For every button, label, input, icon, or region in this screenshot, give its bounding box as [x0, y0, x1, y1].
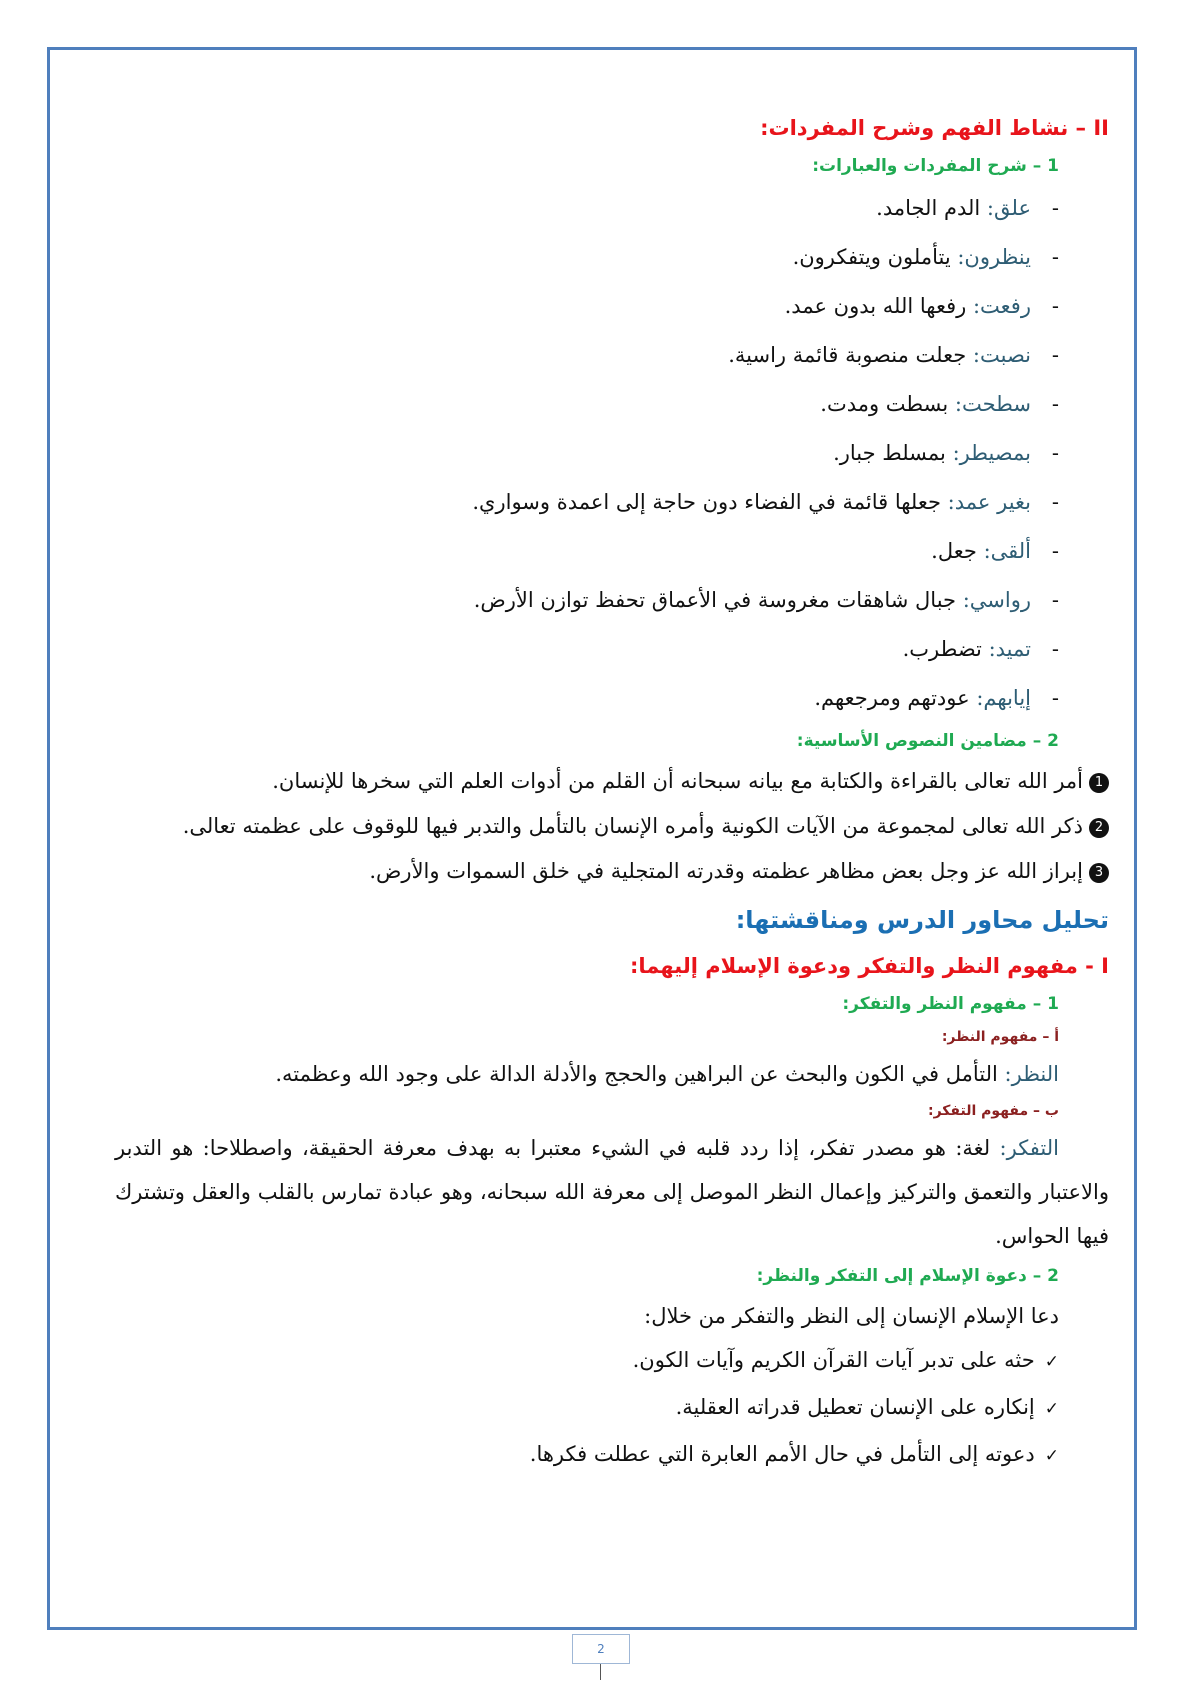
- tafakkur-term: التفكر:: [999, 1136, 1059, 1160]
- check-item: [115, 1385, 1059, 1432]
- check-item: [115, 1338, 1059, 1385]
- analysis-heading: تحليل محاور الدرس ومناقشتها:: [735, 906, 1109, 934]
- vocab-term: علق:: [986, 196, 1031, 220]
- vocab-item: [115, 331, 1059, 380]
- check-item: [115, 1432, 1059, 1479]
- tafakkur-text: لغة: هو مصدر تفكر، إذا ردد قلبه في الشيء معتبرا به بهدف معرفة الحقيقة، واصطلاحا: هو التدبر والاعتبار والتعمق والتركيز وإعمال النظر الموصل إلى معرفة الله سبحانه، وهو عبادة تمارس بالقلب والعقل وتشترك فيها الحواس.: [115, 1136, 1109, 1248]
- vocab-item: [115, 282, 1059, 331]
- contents-item: [115, 759, 1109, 804]
- checkmark-icon: ✓: [1044, 1446, 1059, 1466]
- part1-heading: I - مفهوم النظر والتفكر ودعوة الإسلام إليهما:: [630, 954, 1109, 978]
- contents-list: [115, 759, 1109, 894]
- vocab-term: ينظرون:: [957, 245, 1031, 269]
- vocab-def: جعلها قائمة في الفضاء دون حاجة إلى اعمدة وسواري.: [472, 490, 941, 514]
- check-text: إنكاره على الإنسان تعطيل قدراته العقلية.: [675, 1395, 1035, 1419]
- subheading-concept: 1 – مفهوم النظر والتفكر:: [842, 994, 1059, 1014]
- vocab-term: ألقى:: [983, 539, 1031, 563]
- check-text: دعوته إلى التأمل في حال الأمم العابرة التي عطلت فكرها.: [529, 1442, 1035, 1466]
- vocab-item: [115, 429, 1059, 478]
- vocab-item: [115, 625, 1059, 674]
- subheading-contents: 2 – مضامين النصوص الأساسية:: [796, 731, 1059, 751]
- vocab-item: [115, 576, 1059, 625]
- vocab-term: نصبت:: [972, 343, 1031, 367]
- contents-item: [115, 849, 1109, 894]
- page-number-divider: [600, 1664, 601, 1680]
- vocab-def: الدم الجامد.: [876, 196, 981, 220]
- contents-text: ذكر الله تعالى لمجموعة من الآيات الكونية وأمره الإنسان بالتأمل والتدبر فيها للوقوف على عظمته تعالى.: [182, 814, 1083, 838]
- vocab-def: بمسلط جبار.: [833, 441, 946, 465]
- vocab-term: رفعت:: [972, 294, 1031, 318]
- vocab-term: إيابهم:: [976, 686, 1031, 710]
- number-badge-icon: 3: [1089, 863, 1109, 883]
- vocab-item: [115, 380, 1059, 429]
- vocab-def: جعل.: [931, 539, 977, 563]
- check-list: [115, 1338, 1059, 1479]
- vocab-term: بمصيطر:: [952, 441, 1031, 465]
- vocab-def: جبال شاهقات مغروسة في الأعماق تحفظ توازن الأرض.: [473, 588, 957, 612]
- vocab-item: [115, 478, 1059, 527]
- contents-text: إبراز الله عز وجل بعض مظاهر عظمته وقدرته المتجلية في خلق السموات والأرض.: [369, 859, 1083, 883]
- vocab-item: [115, 674, 1059, 723]
- number-badge-icon: 1: [1089, 773, 1109, 793]
- vocab-item: [115, 527, 1059, 576]
- vocab-def: تضطرب.: [902, 637, 982, 661]
- vocab-term: رواسي:: [962, 588, 1031, 612]
- contents-text: أمر الله تعالى بالقراءة والكتابة مع بيانه سبحانه أن القلم من أدوات العلم التي سخرها للإنسان.: [272, 769, 1083, 793]
- vocab-def: جعلت منصوبة قائمة راسية.: [728, 343, 967, 367]
- vocab-def: رفعها الله بدون عمد.: [784, 294, 967, 318]
- tafakkur-definition: [115, 1126, 1109, 1258]
- subheading-vocab: 1 – شرح المفردات والعبارات:: [812, 156, 1059, 176]
- page-number: 2: [572, 1634, 630, 1664]
- checkmark-icon: ✓: [1044, 1352, 1059, 1372]
- vocab-term: تميد:: [988, 637, 1031, 661]
- vocab-term: سطحت:: [954, 392, 1031, 416]
- page-content: [115, 108, 1109, 1479]
- vocab-def: عودتهم ومرجعهم.: [814, 686, 970, 710]
- number-badge-icon: 2: [1089, 818, 1109, 838]
- contents-item: [115, 804, 1109, 849]
- vocab-term: بغير عمد:: [947, 490, 1031, 514]
- section-heading: II – نشاط الفهم وشرح المفردات:: [760, 116, 1109, 140]
- nazar-term: النظر:: [1004, 1062, 1059, 1086]
- vocab-item: [115, 184, 1059, 233]
- nazar-definition: [115, 1052, 1059, 1096]
- vocab-item: [115, 233, 1059, 282]
- check-text: حثه على تدبر آيات القرآن الكريم وآيات الكون.: [632, 1348, 1035, 1372]
- subheading-call: 2 – دعوة الإسلام إلى التفكر والنظر:: [756, 1266, 1059, 1286]
- subheading-tafakkur: ب – مفهوم التفكر:: [927, 1103, 1059, 1119]
- subheading-nazar: أ – مفهوم النظر:: [941, 1029, 1059, 1045]
- vocab-list: [115, 184, 1059, 723]
- checkmark-icon: ✓: [1044, 1399, 1059, 1419]
- call-intro: دعا الإسلام الإنسان إلى النظر والتفكر من خلال:: [644, 1304, 1059, 1328]
- vocab-def: يتأملون ويتفكرون.: [792, 245, 951, 269]
- nazar-text: التأمل في الكون والبحث عن البراهين والحجج والأدلة الدالة على وجود الله وعظمته.: [275, 1062, 998, 1086]
- vocab-def: بسطت ومدت.: [820, 392, 949, 416]
